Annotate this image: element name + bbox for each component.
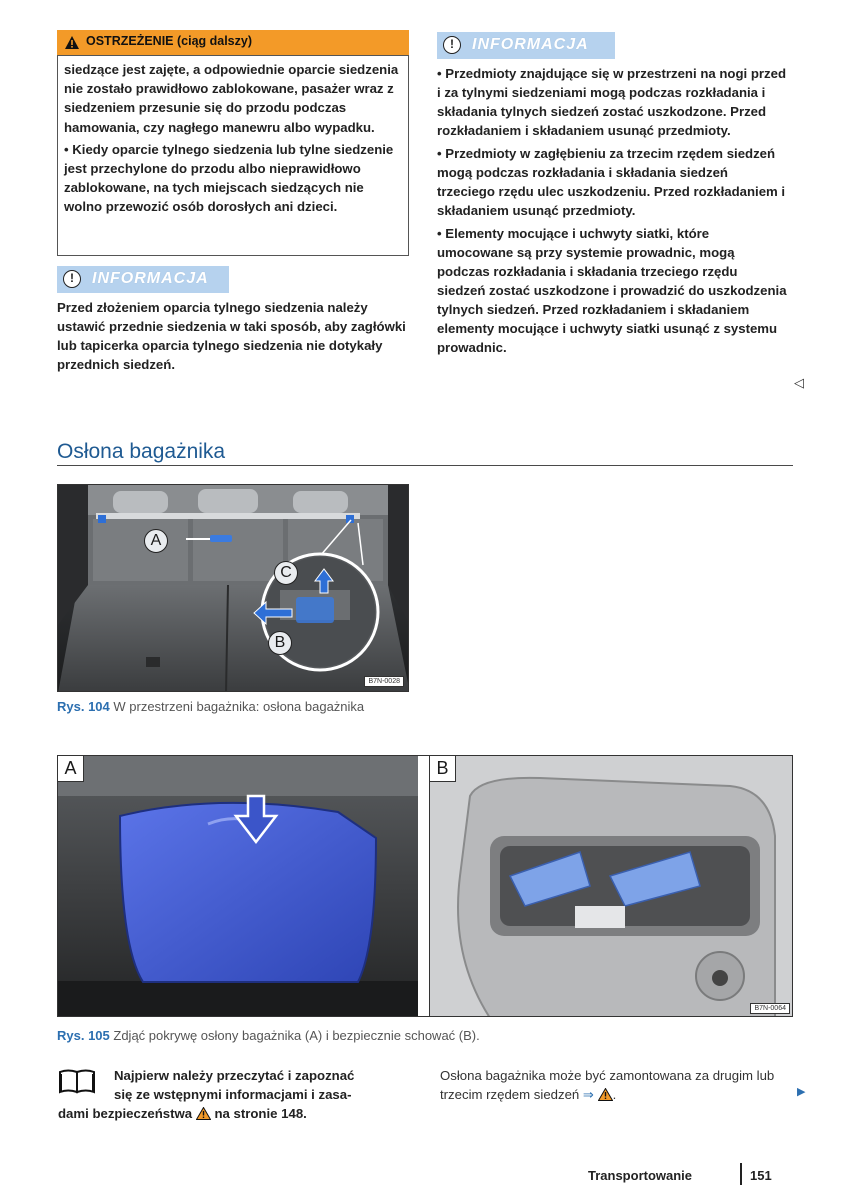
figure-104-id: B7N-0028 [364, 676, 404, 687]
warning-body [64, 60, 400, 217]
callout-c: C [274, 561, 298, 585]
figure-105-label: Rys. 105 [57, 1028, 110, 1043]
info-left-text: Przed złożeniem oparcia tylnego siedzenia należy ustawić przednie siedzenia w taki sposób, aby zagłówki lub tapicerka oparcia tylnego siedzenia nie dotykały przednich siedzeń. [57, 300, 406, 372]
callout-a: A [144, 529, 168, 553]
footer-section: Transportowanie [588, 1168, 693, 1183]
book-note-line3-suffix: na stronie 148. [214, 1106, 307, 1121]
warning-title: OSTRZEŻENIE (ciąg dalszy) [86, 34, 253, 48]
figure-105-id: B7N-0064 [750, 1003, 790, 1014]
figure-105-panel-b [429, 756, 793, 1017]
figure-105-panel-a [58, 756, 418, 1017]
figure-104-image [57, 484, 409, 692]
book-note-line1: Najpierw należy przeczytać i zapoznać [114, 1068, 355, 1083]
info-right-bullet: • Przedmioty znajdujące się w przestrzeni na nogi przed i za tylnymi siedzeniami mogą podczas rozkładania i składania tylnych siedzeń zostać uszkodzone. Przed rozkładaniem i składaniem usunąć przedmioty. [437, 66, 787, 138]
footer-divider [740, 1163, 742, 1185]
info-left-icon: ! [63, 270, 81, 288]
arrow-ref-icon: ⇒ [582, 1087, 594, 1103]
info-right-body [437, 64, 787, 357]
warning-ref-icon [598, 1087, 613, 1106]
figure-105-caption [57, 1027, 793, 1044]
continue-arrow-icon: ▶ [797, 1086, 806, 1098]
figure-104-caption-text: W przestrzeni bagażnika: osłona bagażnika [113, 699, 365, 714]
mount-note-text: Osłona bagażnika może być zamontowana za drugim lub trzecim rzędem siedzeń [440, 1068, 775, 1103]
info-right-title: INFORMACJA [472, 36, 589, 53]
figure-104-caption [57, 698, 409, 715]
info-left-title: INFORMACJA [92, 270, 209, 287]
mount-note: Osłona bagażnika może być zamontowana za drugim lub trzecim rzędem siedzeń ⇒ . [440, 1066, 790, 1106]
figure-104-label: Rys. 104 [57, 699, 110, 714]
panel-a-label: A [58, 756, 84, 782]
info-right-bullet: • Przedmioty w zagłębieniu za trzecim rzędem siedzeń mogą podczas rozkładania i składania siedzeń trzeciego rzędu ulec uszkodzeniu. Przed rozkładaniem i składaniem usunąć przedmioty. [437, 146, 786, 218]
section-divider [57, 465, 793, 466]
book-note-line3-prefix: dami bezpieczeństwa [58, 1106, 193, 1121]
end-marker-icon: ◁ [794, 375, 804, 390]
warning-bullet: • Kiedy oparcie tylnego siedzenia lub tylne siedzenie jest przechylone do przodu albo nieprawidłowo zablokowane, na tych miejscach siedzących nie wolno przewozić osób dorosłych ani dzieci. [64, 141, 394, 215]
warning-small-icon [196, 1106, 211, 1125]
book-note-line2: się ze wstępnymi informacjami i zasa- [114, 1087, 352, 1102]
book-note-line3 [58, 1104, 307, 1125]
panel-b-label: B [430, 756, 456, 782]
info-right-bullet: • Elementy mocujące i uchwyty siatki, które umocowane są przy systemie prowadnic, mogą podczas rozkładania i składania trzeciego rzędu siedzeń zostać uszkodzone i prowadzić do uszkodzenia tylnych siedzeń. Przed rozkładaniem i składaniem elementy mocujące i uchwyty siatki usunąć z systemu prowadnic. [437, 226, 787, 355]
callout-b: B [268, 631, 292, 655]
page-number: 151 [750, 1168, 772, 1183]
warning-triangle-icon [64, 35, 80, 55]
warning-paragraph: siedzące jest zajęte, a odpowiednie oparcie siedzenia nie zostało prawidłowo zablokowane, pasażer wraz z siedzeniem przesunie się do przodu podczas hamowania, czy nagłego manewru albo wypadku. [64, 62, 399, 135]
book-icon [58, 1068, 96, 1099]
figure-105-image [57, 755, 793, 1017]
info-right-icon: ! [443, 36, 461, 54]
figure-105-caption-text: Zdjąć pokrywę osłony bagażnika (A) i bezpiecznie schować (B). [113, 1028, 480, 1043]
section-title: Osłona bagażnika [57, 440, 226, 463]
